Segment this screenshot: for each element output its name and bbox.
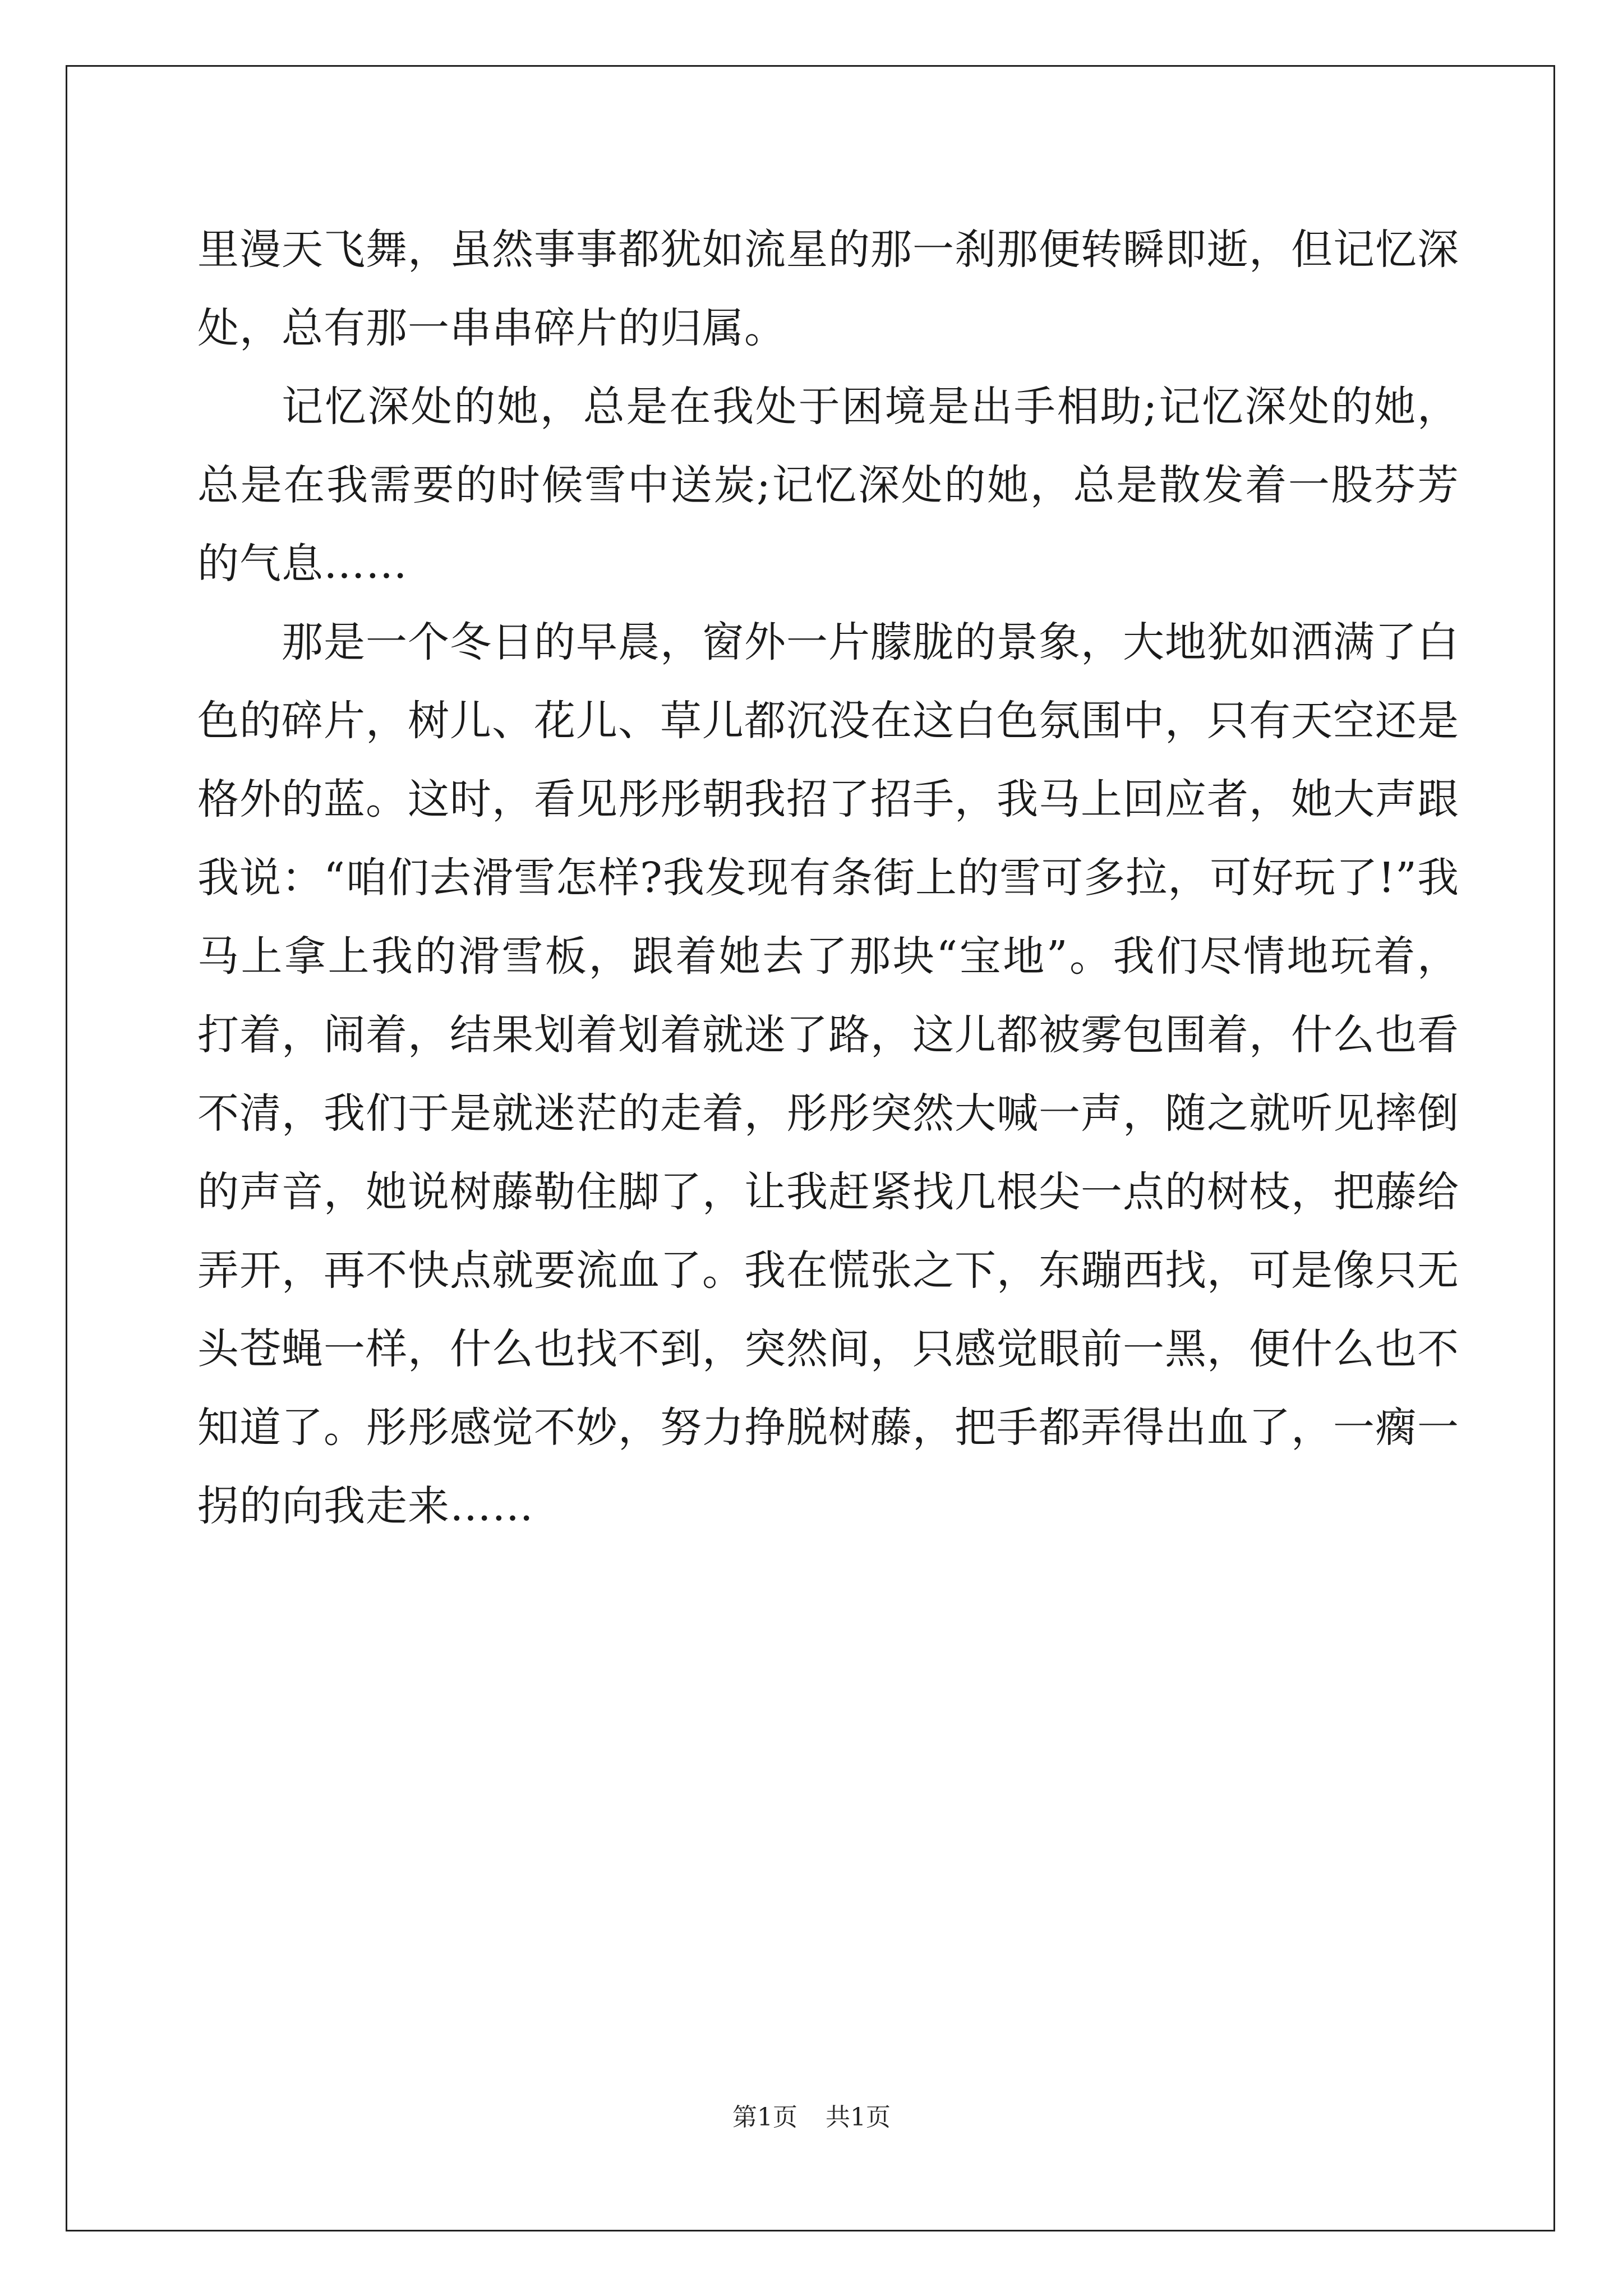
paragraph-2: 记忆深处的她，总是在我处于困境是出手相助;记忆深处的她，总是在我需要的时候雪中送炭;记忆深处的她，总是散发着一股芬芳的气息……: [197, 383, 1459, 588]
paragraph-1: 里漫天飞舞，虽然事事都犹如流星的那一刹那便转瞬即逝，但记忆深处，总有那一串串碎片的归属。: [197, 226, 1459, 352]
page-footer: [0, 2101, 1623, 2134]
page-number: 第1页: [732, 2103, 797, 2132]
document-body: [197, 210, 1459, 1545]
paragraph-3: 那是一个冬日的早晨，窗外一片朦胧的景象，大地犹如洒满了白色的碎片，树儿、花儿、草儿都沉没在这白色氛围中，只有天空还是格外的蓝。这时，看见彤彤朝我招了招手，我马上回应者，她大声跟我说：“咱们去滑雪怎样?我发现有条街上的雪可多拉，可好玩了!”我马上拿上我的滑雪板，跟着她去了那块“宝地”。我们尽情地玩着，打着，闹着，结果划着划着就迷了路，这儿都被雾包围着，什么也看不清，我们于是就迷茫的走着，彤彤突然大喊一声，随之就听见摔倒的声音，她说树藤勒住脚了，让我赶紧找几根尖一点的树枝，把藤给弄开，再不快点就要流血了。我在慌张之下，东蹦西找，可是像只无头苍蝇一样，什么也找不到，突然间，只感觉眼前一黑，便什么也不知道了。彤彤感觉不妙，努力挣脱树藤，把手都弄得出血了，一瘸一拐的向我走来……: [197, 618, 1459, 1530]
page-total: 共1页: [826, 2103, 891, 2132]
